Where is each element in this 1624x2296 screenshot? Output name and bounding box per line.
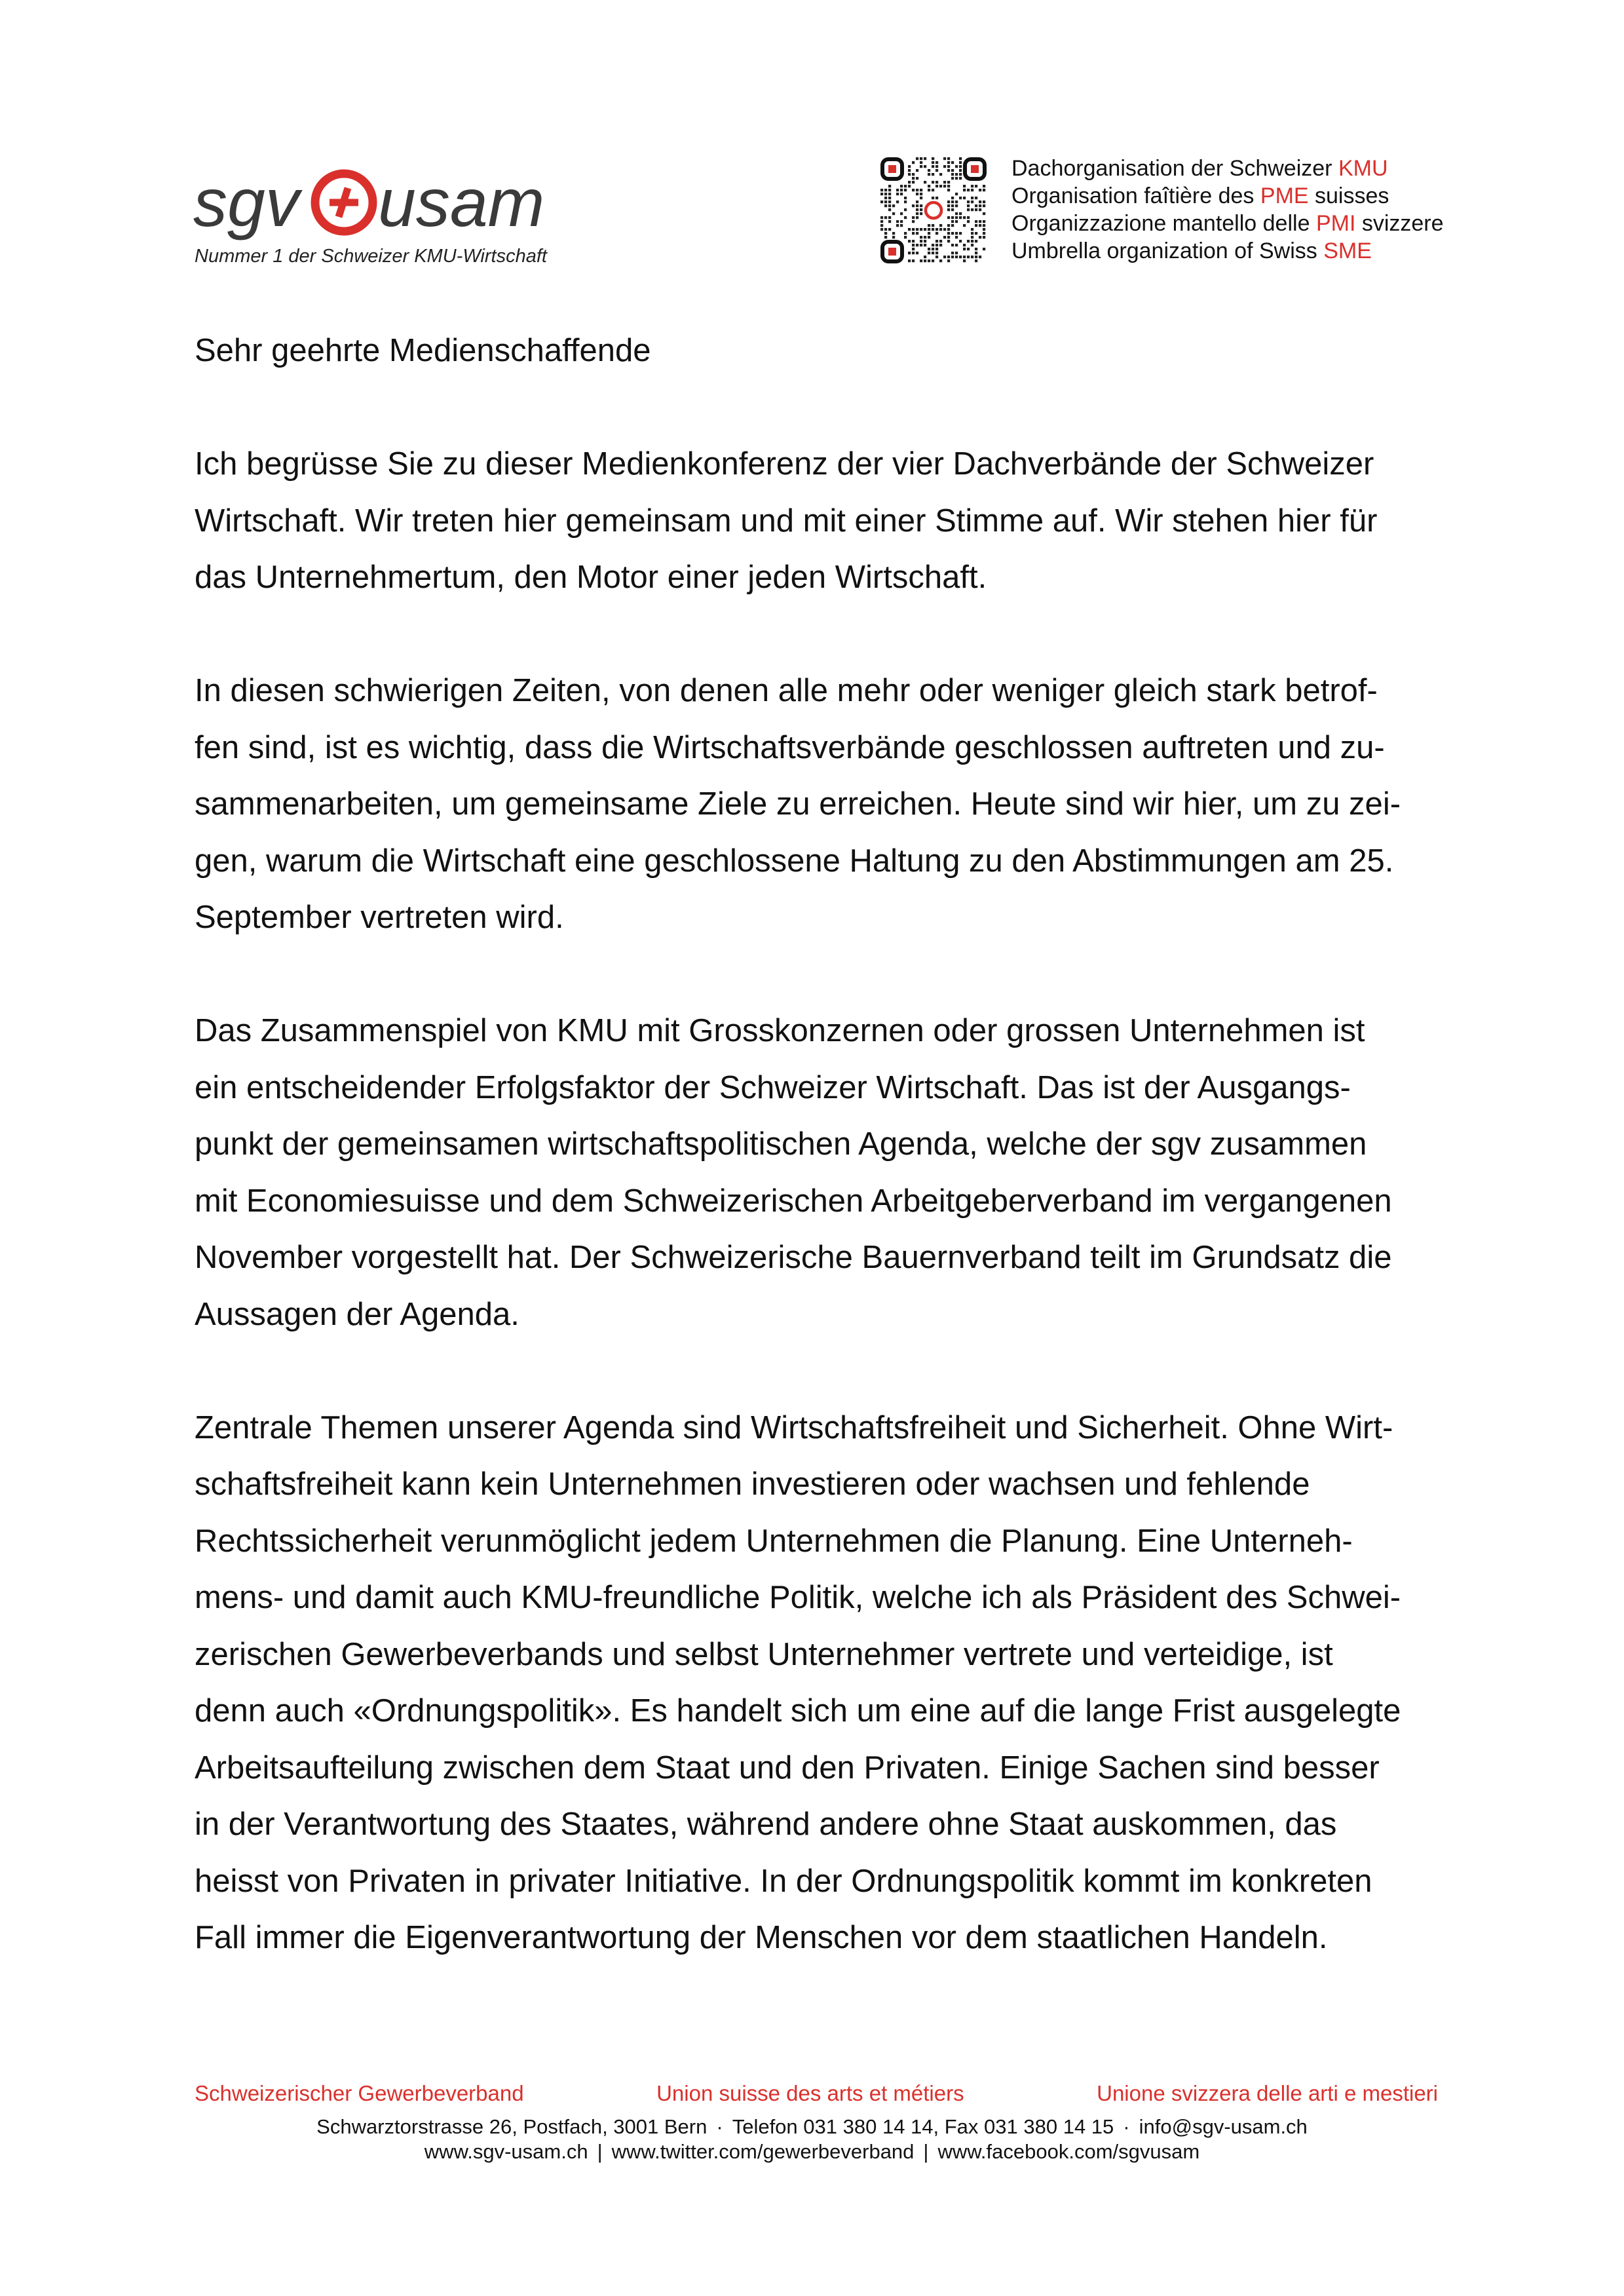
text-line: ein entscheidender Erfolgsfaktor der Schweizer Wirtschaft. Das ist der Ausgangs- <box>195 1069 1351 1105</box>
sgv-usam-logo <box>193 161 560 246</box>
greeting: Sehr geehrte Medienschaffende <box>195 333 651 368</box>
text-line: in der Verantwortung des Staates, während andere ohne Staat auskommen, das <box>195 1807 1337 1842</box>
text-line: denn auch «Ordnungspolitik». Es handelt sich um eine auf die lange Frist ausgelegte <box>195 1693 1401 1729</box>
text-line: Zentrale Themen unserer Agenda sind Wirtschaftsfreiheit und Sicherheit. Ohne Wirt- <box>195 1409 1393 1445</box>
link-facebook[interactable]: www.facebook.com/sgvusam <box>937 2140 1200 2163</box>
text-line: Aussagen der Agenda. <box>195 1296 519 1332</box>
link-website[interactable]: www.sgv-usam.ch <box>424 2140 588 2163</box>
text-line: Wirtschaft. Wir treten hier gemeinsam und mit einer Stimme auf. Wir stehen hier für <box>195 503 1378 539</box>
text-line: mit Economiesuisse und dem Schweizerischen Arbeitgeberverband im vergangenen <box>195 1183 1392 1219</box>
footer-name-it: Unione svizzera delle arti e mestieri <box>1097 2081 1438 2105</box>
text-line: das Unternehmertum, den Motor einer jeden Wirtschaft. <box>195 560 987 595</box>
svg-text:usam: usam <box>378 165 545 241</box>
text-line: Rechtssicherheit verunmöglicht jedem Unternehmen die Planung. Eine Unterneh- <box>195 1523 1353 1559</box>
text-line: November vorgestellt hat. Der Schweizerische Bauernverband teilt im Grundsatz die <box>195 1240 1392 1275</box>
paragraph <box>195 1003 1439 1343</box>
text-line: punkt der gemeinsamen wirtschaftspolitischen Agenda, welche der sgv zusammen <box>195 1126 1367 1162</box>
footer-address: Schwarztorstrasse 26, Postfach, 3001 Bern <box>316 2115 708 2138</box>
footer-links: www.sgv-usam.ch | www.twitter.com/gewerbeverband | www.facebook.com/sgvusam <box>424 2140 1200 2163</box>
footer-name-de: Schweizerischer Gewerbeverband <box>195 2081 524 2105</box>
org-line-fr: Organisation faîtière des PME suisses <box>1011 183 1389 208</box>
text-line: fen sind, ist es wichtig, dass die Wirtschaftsverbände geschlossen auftreten und zu- <box>195 729 1385 765</box>
letter-body <box>195 322 1439 2023</box>
text-line: Arbeitsaufteilung zwischen dem Staat und den Privaten. Einige Sachen sind besser <box>195 1750 1380 1786</box>
org-line-it: Organizzazione mantello delle PMI svizzere <box>1011 211 1444 236</box>
footer-phone: Telefon 031 380 14 14, Fax 031 380 14 15 <box>732 2115 1114 2138</box>
paragraph <box>195 662 1439 946</box>
tagline: Nummer 1 der Schweizer KMU-Wirtschaft <box>195 246 547 267</box>
paragraph <box>195 1400 1439 1966</box>
text-line: sammenarbeiten, um gemeinsame Ziele zu erreichen. Heute sind wir hier, um zu zei- <box>195 786 1401 822</box>
text-line: September vertreten wird. <box>195 900 564 935</box>
text-line: Das Zusammenspiel von KMU mit Grosskonzernen oder grossen Unternehmen ist <box>195 1013 1365 1048</box>
text-line: Fall immer die Eigenverantwortung der Menschen vor dem staatlichen Handeln. <box>195 1920 1328 1955</box>
org-line-de: Dachorganisation der Schweizer KMU <box>1011 156 1388 181</box>
footer-contact: Schwarztorstrasse 26, Postfach, 3001 Bern · Telefon 031 380 14 14, Fax 031 380 14 15 · info@sgv-usam.ch <box>316 2115 1308 2138</box>
footer-name-fr: Union suisse des arts et métiers <box>656 2081 964 2105</box>
qr-code <box>880 157 987 263</box>
organisation-taglines <box>1011 155 1444 265</box>
text-line: Ich begrüsse Sie zu dieser Medienkonferenz der vier Dachverbände der Schweizer <box>195 446 1374 482</box>
text-line: zerischen Gewerbeverbands und selbst Unternehmer vertrete und verteidige, ist <box>195 1636 1333 1672</box>
link-twitter[interactable]: www.twitter.com/gewerbeverband <box>611 2140 915 2163</box>
text-line: heisst von Privaten in privater Initiative. In der Ordnungspolitik kommt im konkreten <box>195 1863 1372 1899</box>
footer-org-names <box>195 2081 1438 2106</box>
org-line-en: Umbrella organization of Swiss SME <box>1011 239 1372 263</box>
text-line: gen, warum die Wirtschaft eine geschlossene Haltung zu den Abstimmungen am 25. <box>195 843 1394 879</box>
paragraph <box>195 436 1439 606</box>
svg-text:sgv: sgv <box>193 165 299 241</box>
footer-email[interactable]: info@sgv-usam.ch <box>1139 2115 1308 2138</box>
text-line: mens- und damit auch KMU-freundliche Politik, welche ich als Präsident des Schwei- <box>195 1580 1401 1615</box>
text-line: schaftsfreiheit kann kein Unternehmen investieren oder wachsen und fehlende <box>195 1466 1310 1502</box>
text-line: In diesen schwierigen Zeiten, von denen alle mehr oder weniger gleich stark betrof- <box>195 673 1378 708</box>
